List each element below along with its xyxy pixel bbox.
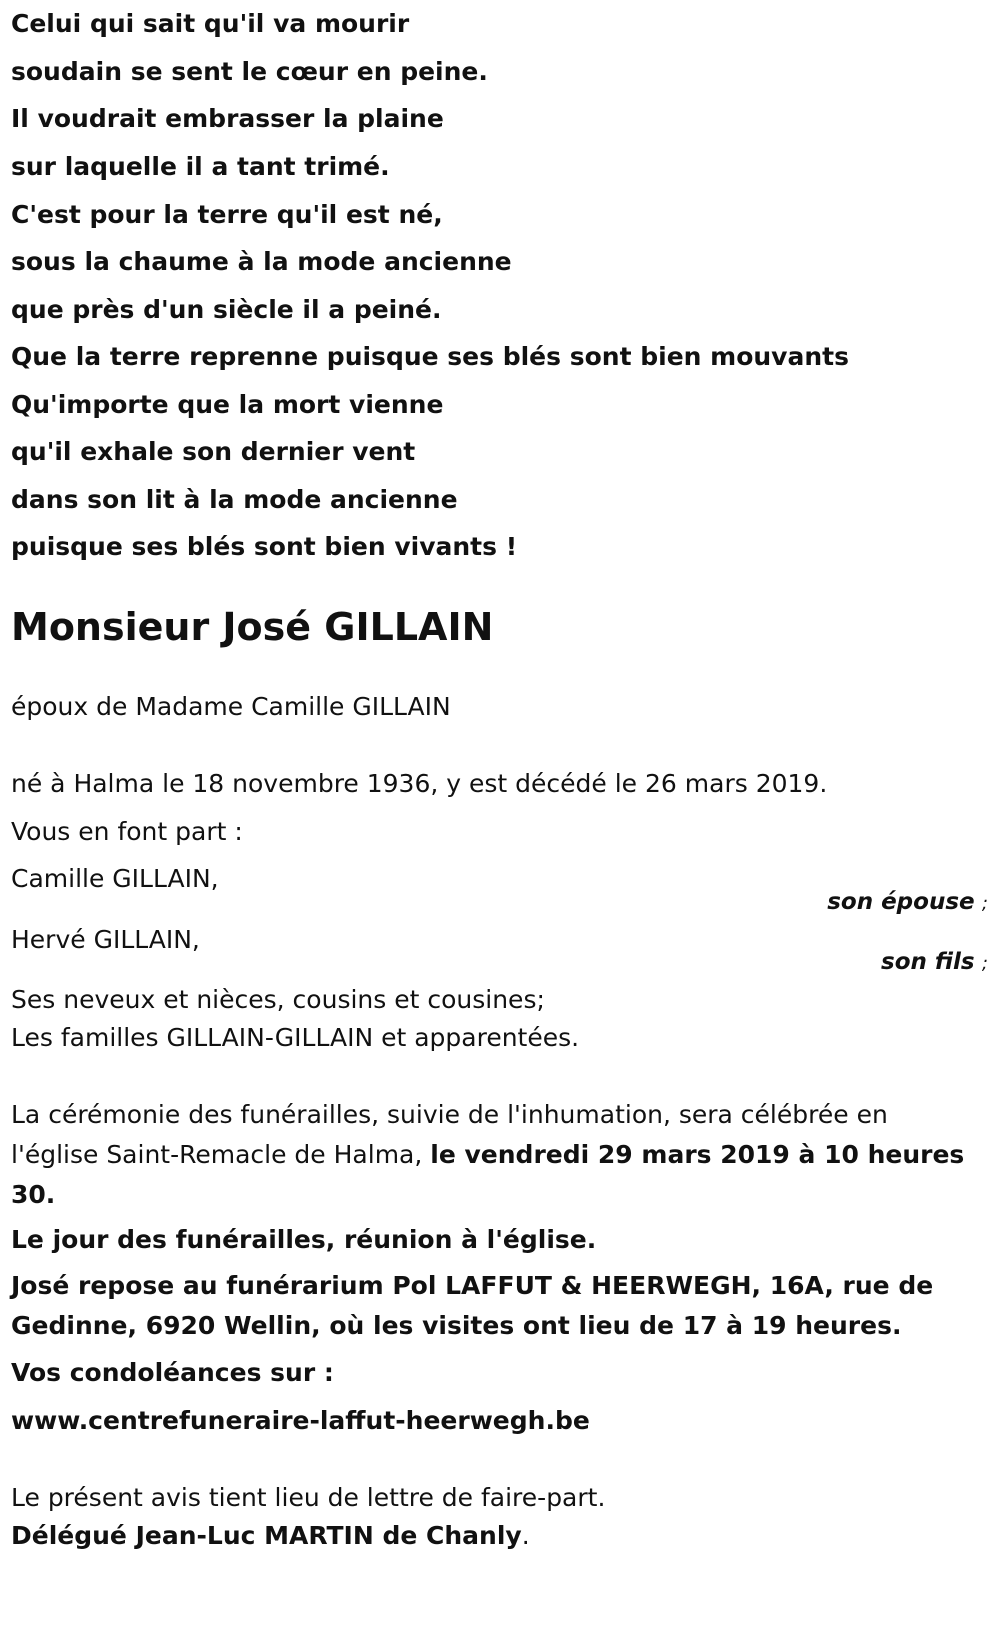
- poem-line: C'est pour la terre qu'il est né,: [11, 200, 443, 229]
- reunion-line: Le jour des funérailles, réunion à l'église.: [11, 1225, 597, 1254]
- notice-line: Le présent avis tient lieu de lettre de faire-part.: [11, 1483, 606, 1512]
- poem-line: puisque ses blés sont bien vivants !: [11, 532, 518, 561]
- other-relatives-line: Les familles GILLAIN-GILLAIN et apparentées.: [11, 1023, 580, 1052]
- spouse-line: époux de Madame Camille GILLAIN: [11, 692, 451, 721]
- ceremony-text: La cérémonie des funérailles, suivie de l'inhumation, sera célébrée en l'église Saint-Remacle de Halma,: [11, 1100, 888, 1169]
- birth-death-line: né à Halma le 18 novembre 1936, y est décédé le 26 mars 2019.: [11, 769, 828, 798]
- ceremony-paragraph: [11, 1095, 971, 1215]
- condolences-label: Vos condoléances sur :: [11, 1358, 334, 1387]
- poem-line: Il voudrait embrasser la plaine: [11, 104, 444, 133]
- funerarium-paragraph: José repose au funérarium Pol LAFFUT & HEERWEGH, 16A, rue de Gedinne, 6920 Wellin, où les visites ont lieu de 17 à 19 heures.: [11, 1271, 934, 1340]
- delegate-period: .: [521, 1521, 530, 1550]
- condolences-website-link[interactable]: www.centrefuneraire-laffut-heerwegh.be: [11, 1406, 590, 1435]
- announcement-intro: Vous en font part :: [11, 817, 243, 846]
- delegate-name: Délégué Jean-Luc MARTIN de Chanly: [11, 1521, 522, 1550]
- poem-line: que près d'un siècle il a peiné.: [11, 295, 442, 324]
- poem-line: sur laquelle il a tant trimé.: [11, 152, 390, 181]
- relative-name: Camille GILLAIN,: [11, 864, 219, 893]
- poem-line: Celui qui sait qu'il va mourir: [11, 9, 410, 38]
- delegate-line: [11, 1520, 530, 1552]
- relative-role-punct: ;: [981, 893, 988, 914]
- poem-line: soudain se sent le cœur en peine.: [11, 57, 488, 86]
- relative-role-punct: ;: [981, 953, 988, 974]
- relative-role: [827, 888, 988, 918]
- poem-line: Qu'importe que la mort vienne: [11, 390, 444, 419]
- relative-role-label: son épouse: [827, 889, 975, 915]
- relative-name: Hervé GILLAIN,: [11, 925, 200, 954]
- poem-line: dans son lit à la mode ancienne: [11, 485, 458, 514]
- deceased-name: Monsieur José GILLAIN: [11, 605, 494, 649]
- relative-role: [881, 948, 988, 978]
- relative-role-label: son fils: [881, 949, 975, 975]
- poem-line: Que la terre reprenne puisque ses blés sont bien mouvants: [11, 342, 849, 371]
- other-relatives-line: Ses neveux et nièces, cousins et cousines;: [11, 985, 545, 1014]
- poem-line: sous la chaume à la mode ancienne: [11, 247, 512, 276]
- ceremony-date: le vendredi 29 mars 2019 à 10 heures 30.: [11, 1140, 965, 1209]
- poem-line: qu'il exhale son dernier vent: [11, 437, 416, 466]
